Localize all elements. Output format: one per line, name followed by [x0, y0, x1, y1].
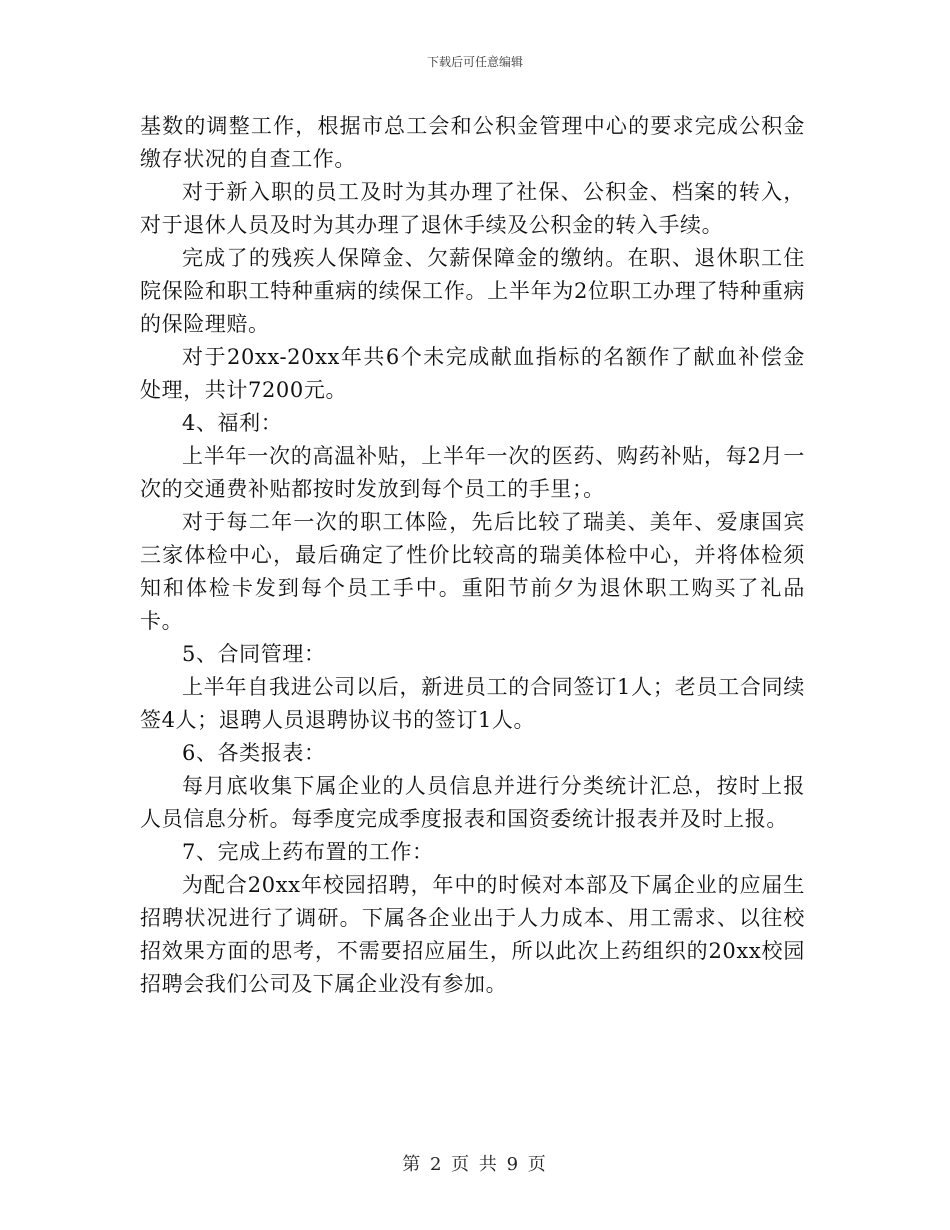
page-footer: 第 2 页 共 9 页 — [402, 1154, 548, 1175]
section-heading-welfare: 4、福利： — [182, 411, 283, 435]
paragraph-7: 对于每二年一次的职工体险，先后比较了瑞美、美年、爱康国宾三家体检中心，最后确定了性价比较高的瑞美体检中心，并将体检须知和体检卡发到每个员工手中。重阳节前夕为退休职工购买了礼品卡。 — [140, 510, 805, 633]
page-header: 下载后可任意编辑 — [426, 55, 523, 69]
paragraph-6: 上半年一次的高温补贴，上半年一次的医药、购药补贴，每2月一次的交通费补贴都按时发放到每个员工的手里；。 — [140, 444, 805, 501]
paragraph-13: 为配合20xx年校园招聘，年中的时候对本部及下属企业的应届生招聘状况进行了调研。下属各企业出于人力成本、用工需求、以往校招效果方面的思考，不需要招应届生，所以此次上药组织的20xx校园招聘会我们公司及下属企业没有参加。 — [140, 873, 805, 996]
paragraph-11: 每月底收集下属企业的人员信息并进行分类统计汇总，按时上报人员信息分析。每季度完成季度报表和国资委统计报表并及时上报。 — [140, 774, 805, 831]
section-heading-contract: 5、合同管理： — [182, 642, 326, 666]
paragraph-1: 基数的调整工作，根据市总工会和公积金管理中心的要求完成公积金缴存状况的自查工作。 — [140, 114, 805, 171]
paragraph-3: 完成了的残疾人保障金、欠薪保障金的缴纳。在职、退休职工住院保险和职工特种重病的续保工作。上半年为2位职工办理了特种重病的保险理赔。 — [140, 246, 805, 336]
paragraph-9: 上半年自我进公司以后，新进员工的合同签订1人；老员工合同续签4人；退聘人员退聘协议书的签订1人。 — [140, 675, 805, 732]
paragraph-4: 对于20xx-20xx年共6个未完成献血指标的名额作了献血补偿金处理，共计7200元。 — [140, 345, 805, 402]
section-heading-assigned-work: 7、完成上药布置的工作： — [182, 840, 434, 864]
section-heading-reports: 6、各类报表： — [182, 741, 326, 765]
document-body — [140, 110, 805, 1001]
paragraph-2: 对于新入职的员工及时为其办理了社保、公积金、档案的转入，对于退休人员及时为其办理了退休手续及公积金的转入手续。 — [140, 180, 805, 237]
